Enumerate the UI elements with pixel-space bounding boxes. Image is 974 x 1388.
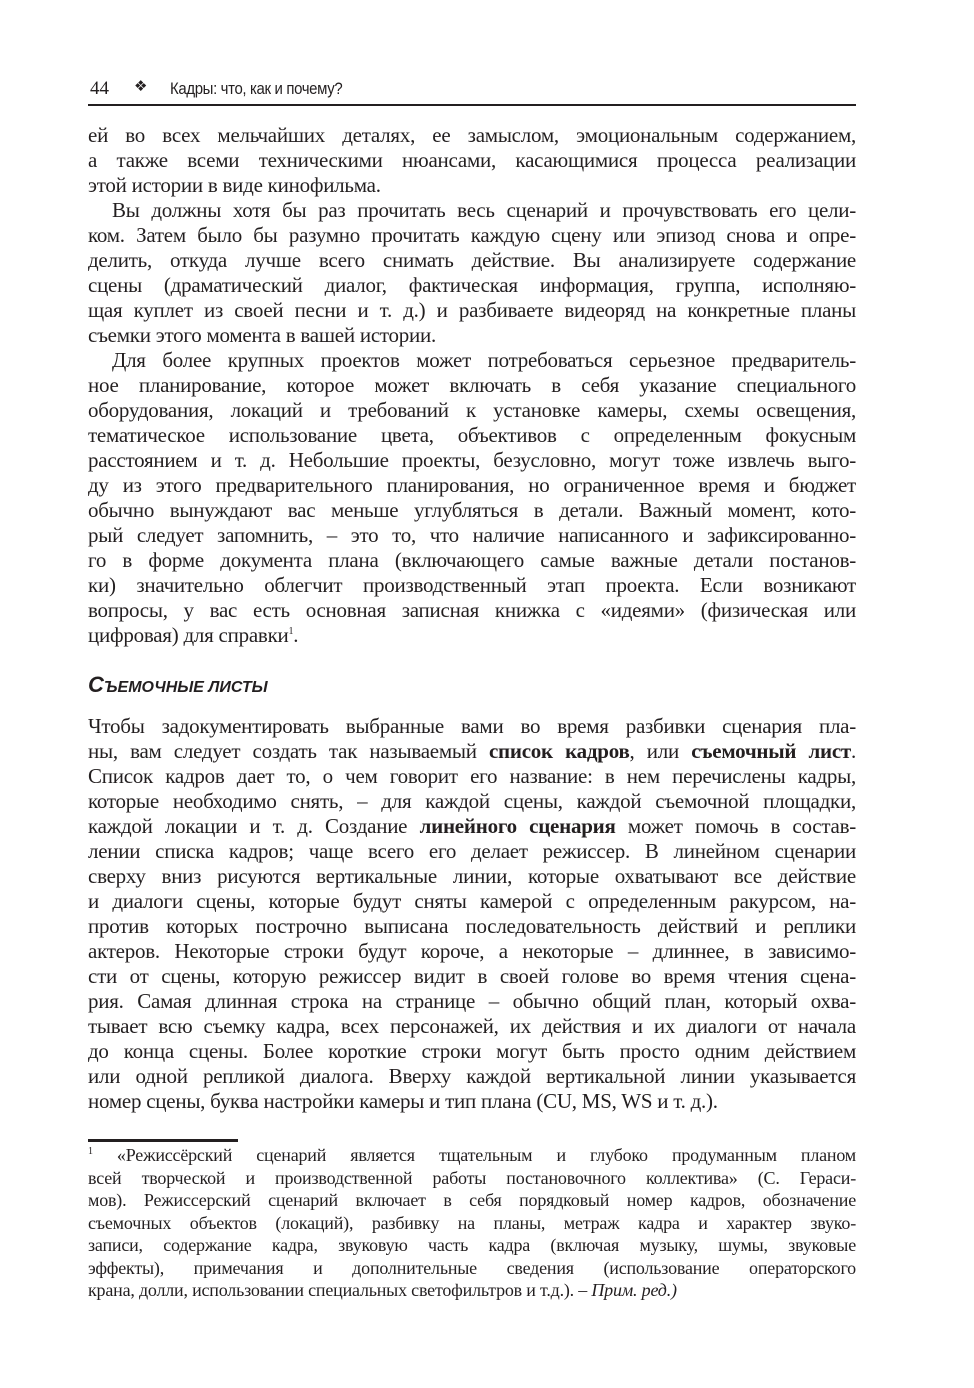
text-fragment: может помочь в состав- <box>615 814 856 838</box>
editor-note: Прим. ред.) <box>591 1280 677 1300</box>
text-fragment: . <box>293 623 299 647</box>
text-fragment: цифровая) для справки <box>88 623 289 647</box>
text-fragment: . <box>851 739 856 763</box>
text-line: ком. Затем было бы разумно прочитать каждую сцену или эпизод снова и опре- <box>88 223 856 247</box>
text-line: этой истории в виде кинофильма. <box>88 173 381 197</box>
text-line: сцены (драматический диалог, фактическая информация, группа, исполняю- <box>88 273 856 297</box>
text-line: записи, содержание кадра, звуковую часть кадра (включая музыку, шумы, звуковые <box>88 1235 856 1255</box>
bold-term-shooting-sheet: съемочный лист <box>691 739 851 763</box>
text-line: против которых построчно выписана последовательность действий и реплики <box>88 914 856 938</box>
text-line: ное планирование, которое может включать в себя указание специального <box>88 373 856 397</box>
text-line: обычно вынуждают вас меньше углубляться в детали. Важный момент, кото- <box>88 498 856 522</box>
text-line <box>88 814 856 839</box>
text-line <box>88 623 856 648</box>
bold-term-shot-list: список кадров <box>488 739 630 763</box>
text-line: съемочных объектов (локаций), разбивку на планы, метраж кадра и характер звуко- <box>88 1212 856 1233</box>
text-line <box>88 1144 856 1167</box>
text-fragment: каждой локации и т. д. Создание <box>88 814 420 838</box>
footnote-marker: 1 <box>88 1146 93 1157</box>
text-line: сти от сцены, которую режиссер видит в своей голове во время чтения сцена- <box>88 964 856 988</box>
text-line: го в форме документа плана (включающего самые важные детали постанов- <box>88 548 856 572</box>
text-line: лении списка кадров; чаще всего его делает режиссер. В линейном сценарии <box>88 839 856 863</box>
text-line: ду из этого предварительного планирования, но ограниченное время и бюджет <box>88 473 856 497</box>
paragraph-2 <box>88 198 856 348</box>
text-line: Вы должны хотя бы раз прочитать весь сценарий и прочувствовать его цели- <box>112 198 856 222</box>
body-text-top <box>88 123 856 648</box>
text-line: Чтобы задокументировать выбранные вами во время разбивки сценария пла- <box>88 714 856 738</box>
text-line: а также всеми техническими нюансами, касающимися процесса реализации <box>88 148 856 172</box>
text-fragment: крана, долли, использовании специальных светофильтров и т.д.). – <box>88 1280 592 1300</box>
footnote-ref[interactable]: 1 <box>288 626 294 637</box>
text-line: и диалоги сцены, которые будут сняты камерой с определенным ракурсом, на- <box>88 889 856 913</box>
text-line: ки) значительно облегчит производственный этап проекта. Если возникают <box>88 573 856 597</box>
text-line: тематическое использование цвета, объективов с определенным фокусным <box>88 423 856 447</box>
text-line: ей во всех мельчайших деталях, ее замыслом, эмоциональным содержанием, <box>88 123 856 147</box>
text-fragment: «Режиссёрский сценарий является тщательным и глубоко продуманным планом <box>92 1145 856 1165</box>
text-line: делить, откуда лучше всего снимать действие. Вы анализируете содержание <box>88 248 856 272</box>
text-line: которые необходимо снять, – для каждой сцены, каждой съемочной площадки, <box>88 789 856 813</box>
text-line <box>88 739 856 764</box>
text-fragment: , или <box>629 739 692 763</box>
text-line: сверху вниз рисуются вертикальные линии, которые охватывают все действие <box>88 864 856 888</box>
text-line: эффекты), примечания и дополнительные сведения (использование операторского <box>88 1257 856 1278</box>
section-heading <box>88 672 268 698</box>
text-line: номер сцены, буква настройки камеры и тип плана (CU, MS, WS и т. д.). <box>88 1089 718 1113</box>
text-line: актеров. Некоторые строки будут короче, а некоторые – длиннее, в зависимо- <box>88 939 856 963</box>
text-fragment: ны, вам следует создать так называемый <box>88 739 489 763</box>
text-line: оборудования, локаций и требований к установке камеры, схемы освещения, <box>88 398 856 422</box>
text-line: вопросы, у вас есть основная записная книжка с «идеями» (физическая или <box>88 598 856 622</box>
text-line: щая куплет из своей песни и т. д.) и разбиваете видеоряд на конкретные планы <box>88 298 856 322</box>
text-line: съемки этого момента в вашей истории. <box>88 323 437 347</box>
bold-term-lined-script: линейного сценария <box>419 814 616 838</box>
footnote-divider <box>88 1139 238 1142</box>
running-header <box>88 76 856 106</box>
text-line: расстоянием и т. д. Небольшие проекты, безусловно, могут тоже извлечь выго- <box>88 448 856 472</box>
text-line: мов). Режиссерский сценарий включает в себя порядковый номер кадров, обозначение <box>88 1190 856 1210</box>
text-line: всей творческой и производственной работы постановочного коллектива» (С. Гераси- <box>88 1167 856 1188</box>
section-paragraph <box>88 714 856 1114</box>
text-line: Для более крупных проектов может потребоваться серьезное предваритель- <box>112 348 856 372</box>
footnote <box>88 1144 856 1302</box>
paragraph-3 <box>88 348 856 648</box>
text-line: до конца сцены. Более короткие строки могут быть просто одним действием <box>88 1039 856 1063</box>
ornament-icon: ❖ <box>134 77 148 95</box>
heading-initial: С <box>88 672 104 697</box>
running-title: Кадры: что, как и почему? <box>170 79 343 98</box>
text-line: рый следует запомнить, – это то, что наличие написанного и зафиксированно- <box>88 523 856 547</box>
paragraph-1 <box>88 123 856 198</box>
text-line: рия. Самая длинная строка на странице – обычно общий план, который охва- <box>88 989 856 1013</box>
text-line <box>88 1279 856 1302</box>
text-line: тывает всю съемку кадра, всех персонажей, их действия и их диалоги от начала <box>88 1014 856 1038</box>
text-line: Список кадров дает то, о чем говорит его название: в нем перечислены кадры, <box>88 764 856 788</box>
page-number: 44 <box>90 78 109 99</box>
text-line: или одной репликой диалога. Вверху каждой вертикальной линии указывается <box>88 1064 856 1088</box>
heading-rest: ЪЕМОЧНЫЕ ЛИСТЫ <box>103 679 268 696</box>
